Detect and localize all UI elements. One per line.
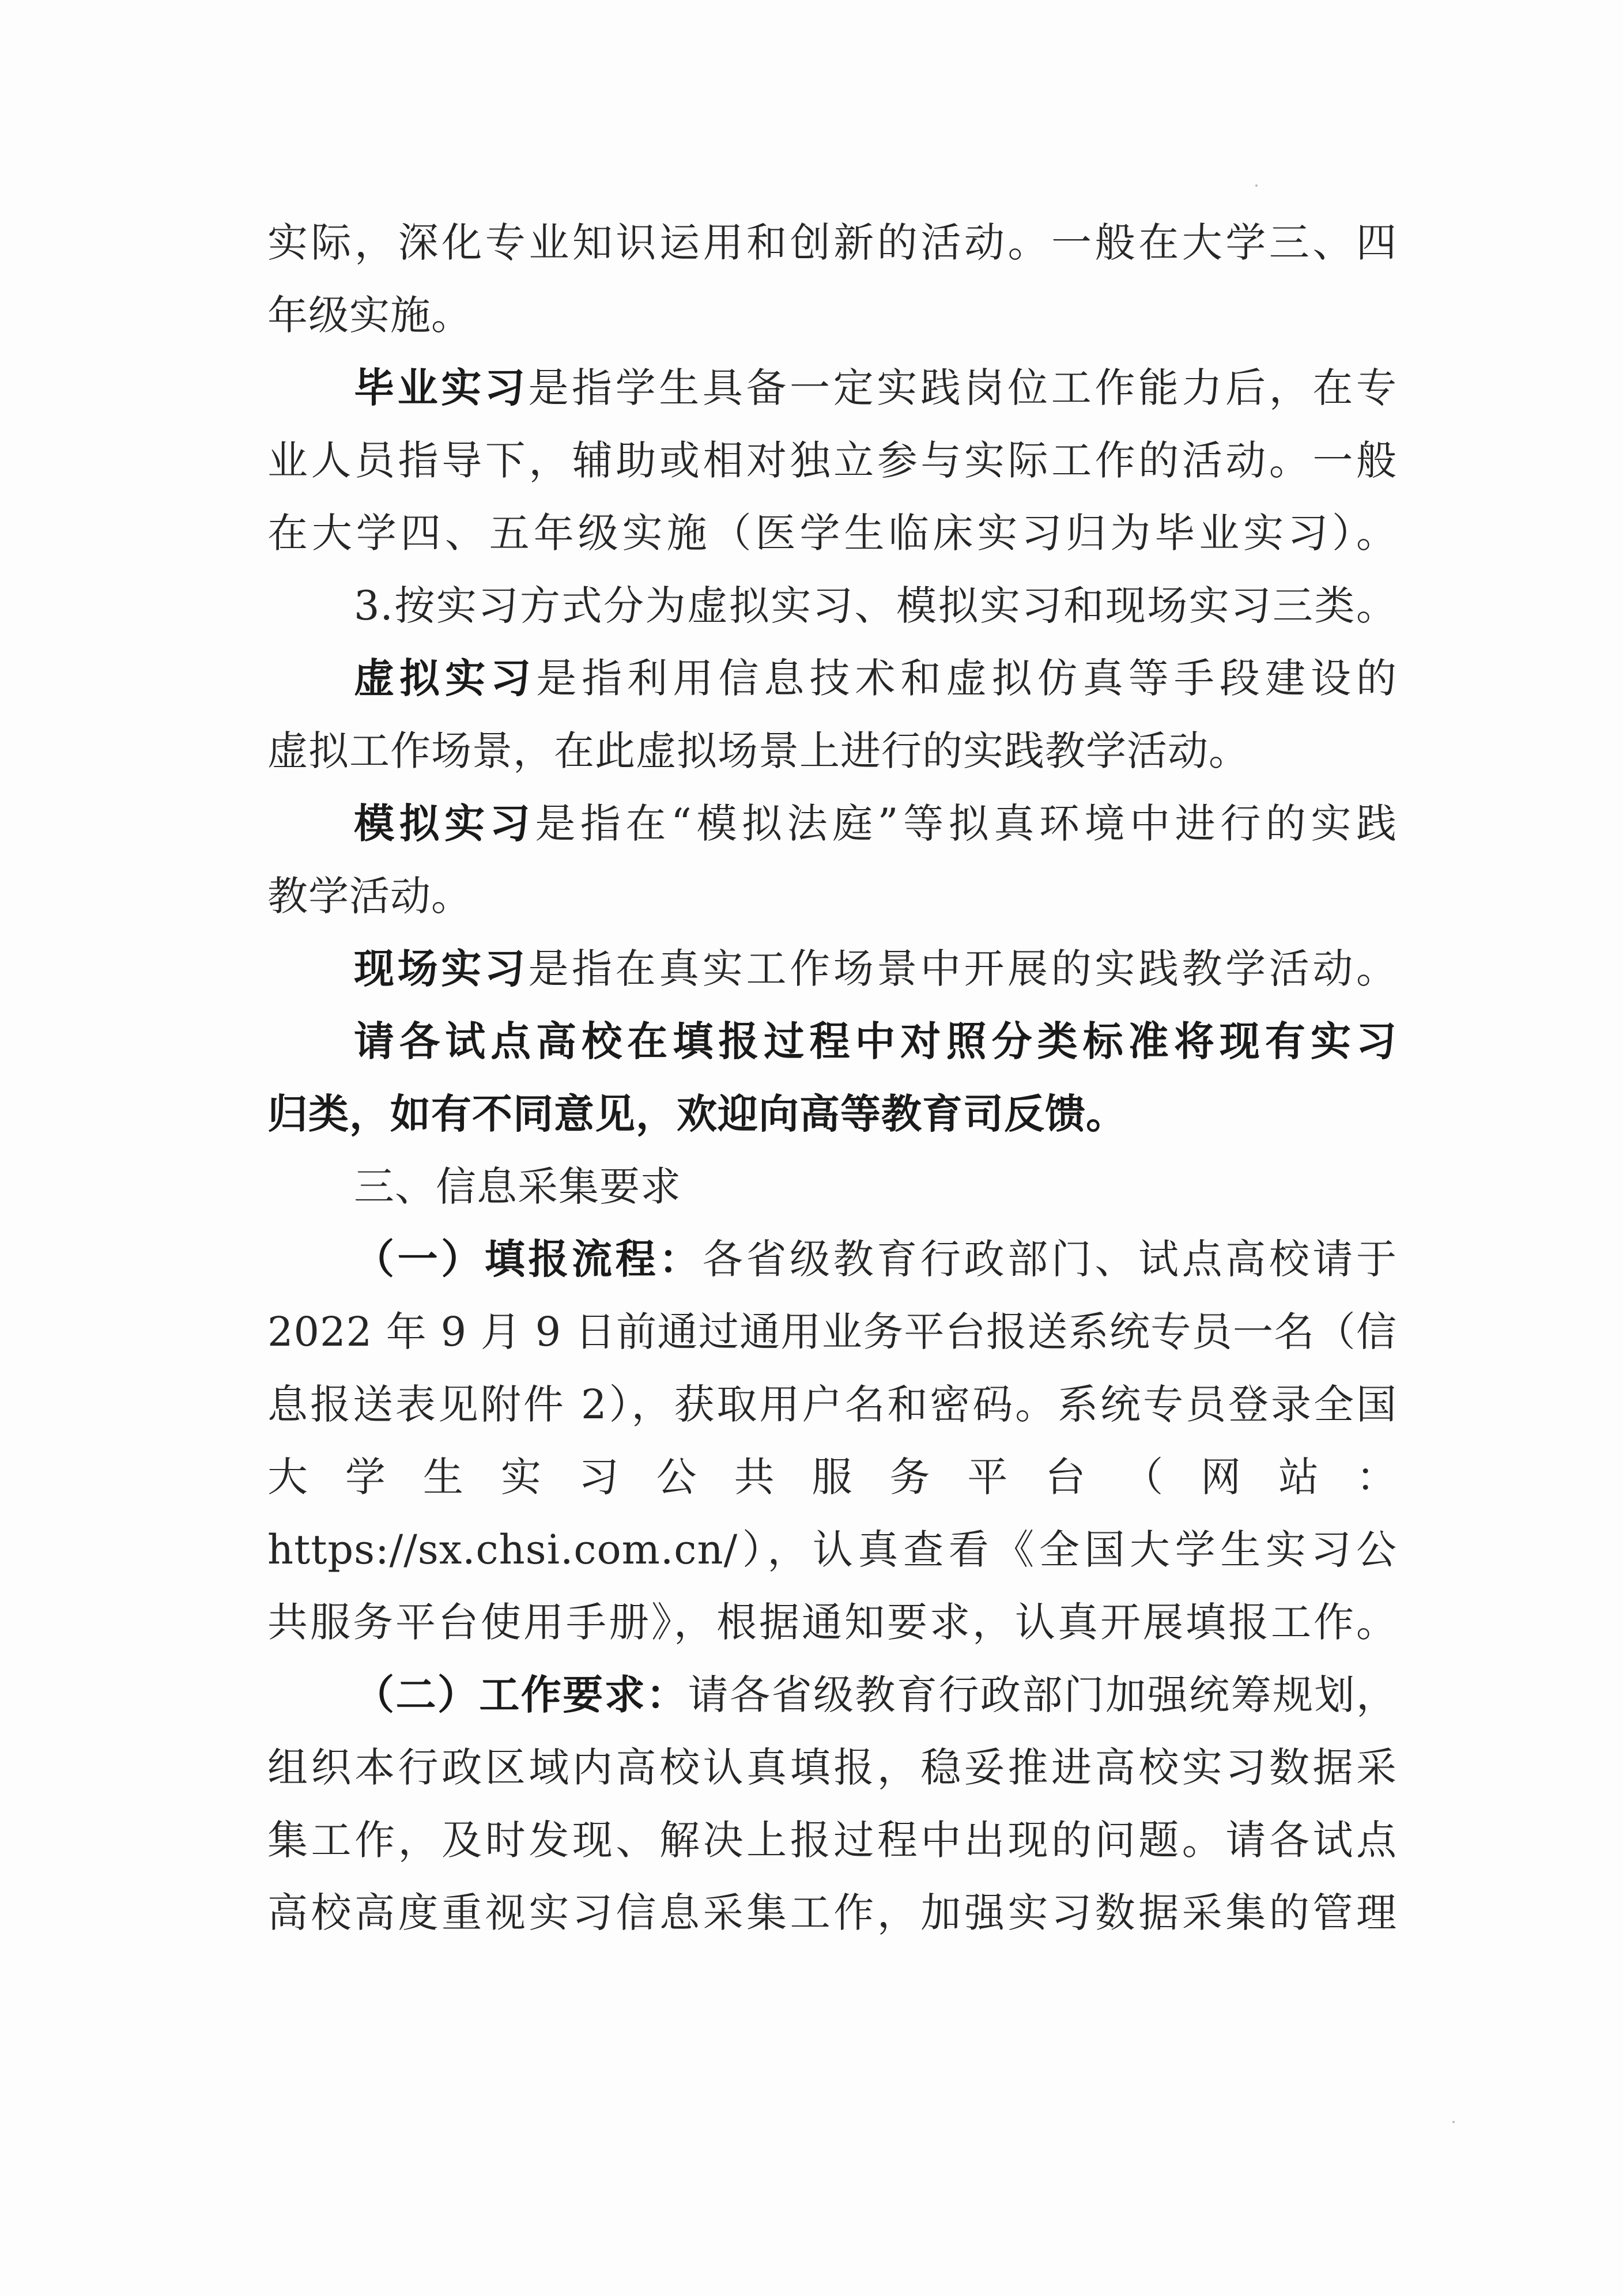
- text-line-2: 年级实施。: [267, 292, 472, 339]
- subheading-filling-process: （一）填报流程：: [354, 1236, 703, 1283]
- text-line-1: 实际，深化专业知识运用和创新的活动。一般在大学三、四: [267, 219, 1397, 266]
- scan-speck: [1255, 184, 1258, 187]
- text-line-4: 业人员指导下，辅助或相对独立参与实际工作的活动。一般: [267, 437, 1397, 484]
- section-heading-3: 三、信息采集要求: [354, 1163, 681, 1210]
- text-line-15: [267, 1228, 1397, 1291]
- term-graduation-internship: 毕业实习: [354, 364, 529, 411]
- scan-speck: [1452, 2121, 1455, 2123]
- definition-text: 是指利用信息技术和虚拟仿真等手段建设的: [536, 655, 1397, 702]
- website-url-line: https://sx.chsi.com.cn/），认真查看《全国大学生实习公: [267, 1526, 1397, 1573]
- text-line-21: [267, 1663, 1397, 1727]
- paragraph-text: 请各省级教育行政部门加强统筹规划，: [688, 1671, 1397, 1719]
- text-line-22: 组织本行政区域内高校认真填报，稳妥推进高校实习数据采: [267, 1744, 1397, 1791]
- definition-text: 是指在真实工作场景中开展的实践教学活动。: [528, 945, 1397, 992]
- text-line-18: 大 学 生 实 习 公 共 服 务 平 台 （ 网 站 ：: [267, 1453, 1397, 1501]
- text-line-13: 归类，如有不同意见，欢迎向高等教育司反馈。: [267, 1090, 1127, 1138]
- text-line-10: 教学活动。: [267, 873, 472, 920]
- term-virtual-internship: 虚拟实习: [354, 655, 537, 702]
- subheading-work-requirements: （二）工作要求：: [354, 1671, 688, 1719]
- text-line-11: [267, 937, 1397, 1000]
- definition-text: 是指学生具备一定实践岗位工作能力后，在专: [528, 364, 1397, 411]
- text-line-5: 在大学四、五年级实施（医学生临床实习归为毕业实习）。: [267, 509, 1397, 557]
- text-line-20: 共服务平台使用手册》，根据通知要求，认真开展填报工作。: [267, 1599, 1397, 1646]
- text-line-9: [267, 792, 1397, 855]
- text-line-7: [267, 647, 1397, 710]
- paragraph-text: 各省级教育行政部门、试点高校请于: [702, 1236, 1397, 1283]
- text-line-23: 集工作，及时发现、解决上报过程中出现的问题。请各试点: [267, 1817, 1397, 1864]
- text-line-8: 虚拟工作场景，在此虚拟场景上进行的实践教学活动。: [267, 727, 1250, 775]
- term-onsite-internship: 现场实习: [354, 945, 529, 992]
- definition-text: 是指在“模拟法庭”等拟真环境中进行的实践: [535, 800, 1397, 847]
- text-line-6: 3.按实习方式分为虚拟实习、模拟实习和现场实习三类。: [354, 582, 1397, 629]
- text-line-12: 请各试点高校在填报过程中对照分类标准将现有实习: [354, 1018, 1397, 1065]
- text-line-16: 2022 年 9 月 9 日前通过通用业务平台报送系统专员一名（信: [267, 1308, 1397, 1355]
- text-line-24: 高校高度重视实习信息采集工作，加强实习数据采集的管理: [267, 1889, 1397, 1936]
- text-line-17: 息报送表见附件 2），获取用户名和密码。系统专员登录全国: [267, 1381, 1397, 1428]
- text-line-3: [267, 356, 1397, 420]
- term-simulated-internship: 模拟实习: [354, 800, 535, 847]
